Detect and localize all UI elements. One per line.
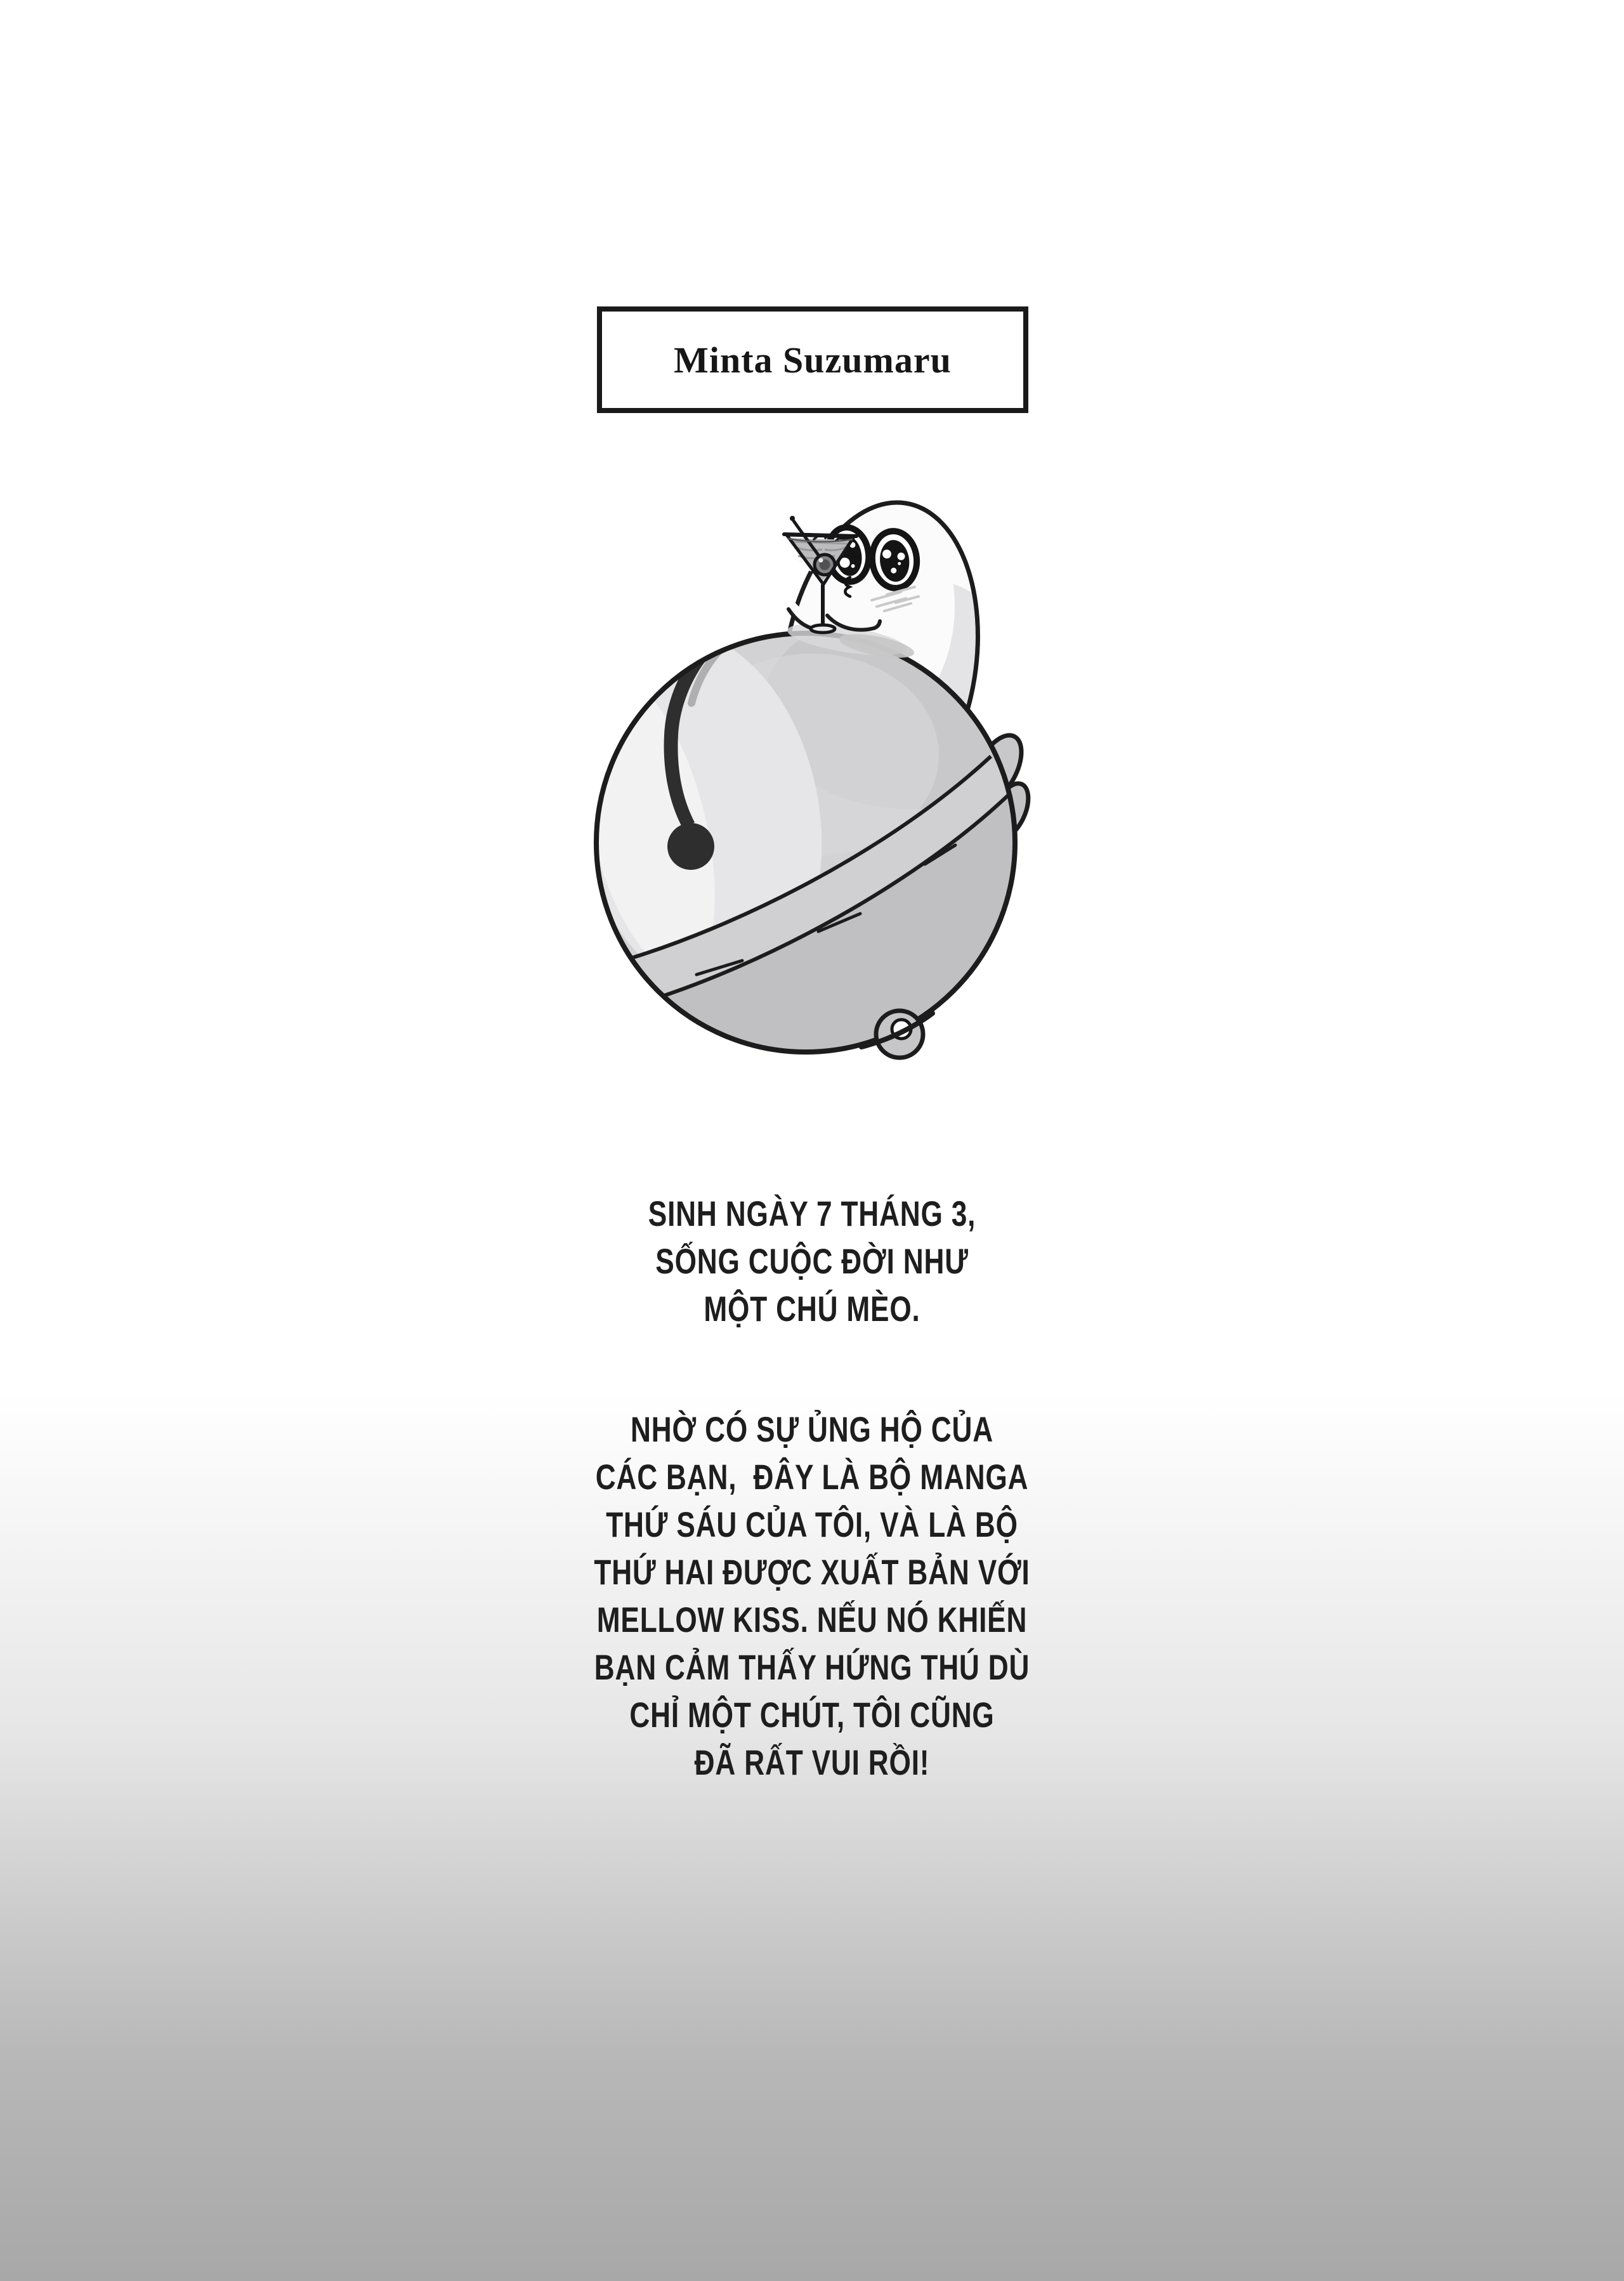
author-mascot-illustration bbox=[571, 470, 1078, 1079]
note-line: CHỈ MỘT CHÚT, TÔI CŨNG bbox=[629, 1695, 995, 1735]
note-line: CÁC BẠN, ĐÂY LÀ BỘ MANGA bbox=[595, 1457, 1029, 1497]
note-line: MELLOW KISS. NẾU NÓ KHIẾN bbox=[596, 1600, 1028, 1640]
note-line: NHỜ CÓ SỰ ỦNG HỘ CỦA bbox=[631, 1409, 993, 1449]
bell-illustration bbox=[571, 606, 1059, 1058]
note-line: ĐÃ RẤT VUI RỒI! bbox=[694, 1742, 930, 1782]
author-name-box bbox=[597, 306, 1028, 413]
note-line: THỨ SÁU CỦA TÔI, VÀ LÀ BỘ bbox=[606, 1504, 1018, 1544]
bio-line: SỐNG CUỘC ĐỜI NHƯ bbox=[655, 1241, 969, 1281]
note-line: THỨ HAI ĐƯỢC XUẤT BẢN VỚI bbox=[594, 1552, 1030, 1592]
bio-line: SINH NGÀY 7 THÁNG 3, bbox=[648, 1193, 976, 1233]
author-note-text bbox=[561, 1405, 1063, 1786]
right-eye bbox=[869, 529, 919, 591]
author-bio-text bbox=[561, 1190, 1063, 1332]
bio-line: MỘT CHÚ MÈO. bbox=[704, 1289, 920, 1329]
note-line: BẠN CẢM THẤY HỨNG THÚ DÙ bbox=[594, 1647, 1030, 1687]
author-name: Minta Suzumaru bbox=[674, 339, 952, 381]
bell-hole bbox=[667, 823, 714, 870]
